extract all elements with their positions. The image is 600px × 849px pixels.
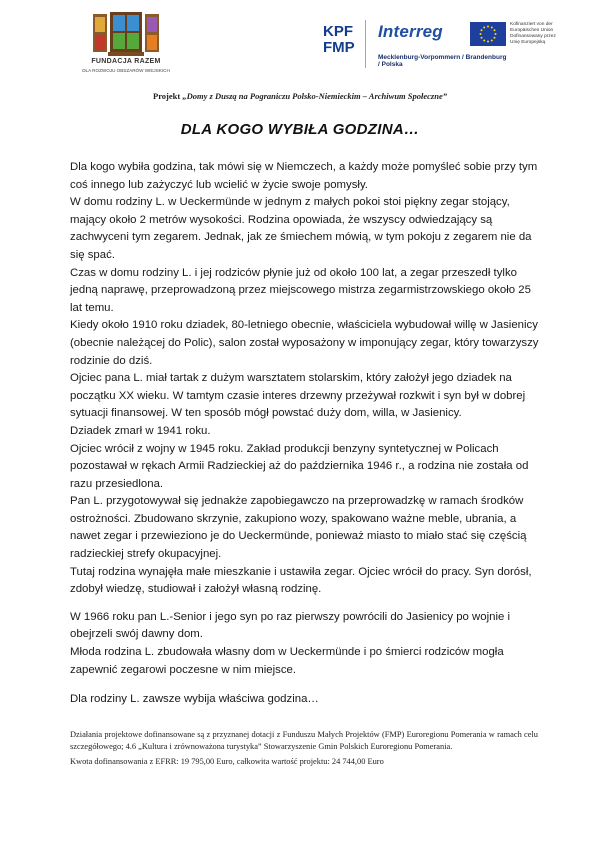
paragraph: Młoda rodzina L. zbudowała własny dom w Ueckermünde i po śmierci rodziców mogła zapewnić zegarowi poczesne w nim miejsce. (70, 646, 504, 676)
eu-text-line: Kofinanziert von der (510, 22, 553, 27)
fundacja-name: FUNDACJA RAZEM (91, 58, 161, 65)
project-title: „Domy z Duszą na Pograniczu Polsko-Niemieckim – Archiwum Społeczne” (182, 91, 447, 101)
window-shutters-icon (92, 12, 160, 58)
funding-footer (70, 729, 538, 768)
document-body (70, 159, 540, 709)
kpf-line: KPF (323, 23, 353, 40)
paragraph: Czas w domu rodziny L. i jej rodziców płynie już od około 100 lat, a zegar przeszedł tylko jedną naprawę, przeprowadzoną przez miejscowego mistrza zegarmistrzowskiego około 25 lat temu. (70, 266, 531, 314)
funding-amount: Kwota dofinansowania z EFRR: 19 795,00 Euro, całkowita wartość projektu: 24 744,00 Euro (70, 757, 384, 767)
paragraph: Dziadek zmarł w 1941 roku. (70, 424, 211, 437)
paragraph: W domu rodziny L. w Ueckermünde w jednym z małych pokoi stoi piękny zegar stojący, mający około 2 metrów wysokości. Rodzina opowiada, że wszyscy odwiedzający są zachwyceni tym zegarem. Jednak, jak ze śmiechem mówią, w tym pokoju z zegarem nie da się spać. (70, 196, 532, 261)
interreg-brand: Interreg (378, 22, 443, 41)
paragraph: Dla rodziny L. zawsze wybija właściwa godzina… (70, 693, 319, 706)
funding-statement: Działania projektowe dofinansowane są z przyznanej dotacji z Funduszu Małych Projektów (FMP) Euroregionu Pomerania w ramach celu szczegółowego; 4.6 „Kultura i zrównoważona turystyka” Stowarzyszenie Gmin Polskich Euroregionu Pomerania. (70, 730, 538, 751)
eu-text-line: Unię Europejską (510, 40, 546, 45)
fmp-line: FMP (323, 39, 355, 56)
document-title: DLA KOGO WYBIŁA GODZINA… (180, 121, 420, 138)
fundacja-subtitle: DLA ROZWOJU OBSZARÓW WIEJSKICH (82, 68, 170, 73)
eu-cofinancing-text (510, 22, 580, 46)
logo-divider (365, 20, 366, 68)
fundacja-razem-logo (80, 12, 172, 82)
paragraph-gap (70, 599, 540, 609)
paragraph: Pan L. przygotowywał się jednakże zapobiegawczo na przeprowadzkę w ramach środków ostrożności. Zbudowano skrzynie, zakupiono wozy, spakowano ważne meble, ubrania, a nawet zegar i przewieziono je do Ueckermünde, ponieważ miasto to miało stać się częścią radzieckiej strefy okupacyjnej. (70, 495, 527, 561)
paragraph: W 1966 roku pan L.-Senior i jego syn po raz pierwszy powrócili do Jasienicy po wojnie i obejrzeli swój dawny dom. (70, 610, 511, 641)
paragraph: Dla kogo wybiła godzina, tak mówi się w Niemczech, a każdy może pomyśleć sobie przy tym coś innego lub zażyczyć lub wcielić w życie swoje pomysły. (70, 161, 538, 191)
paragraph: Ojciec pana L. miał tartak z dużym warsztatem stolarskim, który założył jego dziadek na początku XX wieku. W tamtym czasie interes drzewny przeżywał rozkwit i syn był w dobrej sytuacji finansowej. W ten sposób mógł powstać duży dom, willa, w Jasienicy. (70, 372, 526, 420)
eu-flag-icon (470, 22, 506, 46)
interreg-region: Mecklenburg-Vorpommern / Brandenburg / Polska (378, 54, 507, 68)
project-prefix: Projekt (153, 91, 183, 101)
eu-text-line: Europäischen Union (510, 28, 554, 33)
project-line (0, 91, 600, 101)
paragraph-gap (70, 679, 540, 691)
eu-text-line: Dofinansowany przez (510, 34, 556, 39)
paragraph: Kiedy około 1910 roku dziadek, 80-letniego obecnie, właściciela wybudował willę w Jasienicy (obecnie należącej do Polic), salon został wyposażony w imponujący zegar, który towarzyszy rodzinie do dziś. (70, 319, 539, 367)
paragraph: Ojciec wrócił z wojny w 1945 roku. Zakład produkcji benzyny syntetycznej w Policach pozostawał w rękach Armii Radzieckiej aż do października 1946 r., a rodzina nie została od razu przesiedlona. (70, 442, 529, 490)
paragraph: Tutaj rodzina wynajęła małe mieszkanie i ustawiła zegar. Ojciec wrócił do pracy. Syn dorósł, zdobył wiedzę, studiował i założył własną rodzinę. (70, 565, 532, 596)
